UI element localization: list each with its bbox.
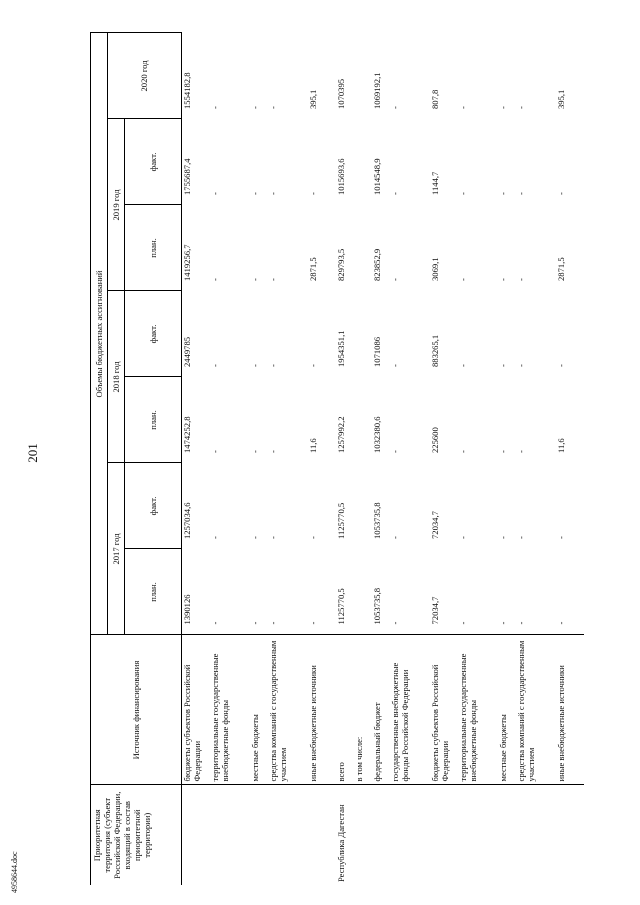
table-row <box>498 33 516 885</box>
table-row <box>182 33 210 885</box>
cell-value-2018-fact: 883265,1 <box>429 334 440 367</box>
cell-value-2019-plan: - <box>267 278 278 281</box>
cell-source: средства компаний с государственным участием <box>516 635 556 785</box>
header-2017-plan: план. <box>125 549 182 635</box>
cell-territory <box>458 785 498 885</box>
cell-value-2019-fact: - <box>497 192 508 195</box>
header-2019-plan: план. <box>125 205 182 291</box>
cell-value-2017-plan: - <box>515 621 526 625</box>
footer-doc-code: 4958644.doc <box>10 851 19 893</box>
cell-value-2017-fact: - <box>307 536 318 539</box>
table-row <box>430 33 458 885</box>
header-2019-fact: факт. <box>125 119 182 205</box>
table-row <box>308 33 336 885</box>
cell-value-2019-plan: 823852,9 <box>371 248 382 281</box>
cell-value-2019-plan: 3069,1 <box>429 257 440 281</box>
budget-allocations-table <box>90 32 584 885</box>
cell-value-2018-plan: - <box>267 450 278 453</box>
cell-value-2018-plan: 11,6 <box>307 438 318 453</box>
cell-value-2019-plan <box>354 205 372 291</box>
cell-value-2018-plan: - <box>457 450 468 453</box>
table-header <box>91 33 182 885</box>
table-row <box>390 33 430 885</box>
cell-value-2017-fact: 72034,7 <box>429 511 440 539</box>
table-body <box>182 33 584 885</box>
cell-value-2019-fact: - <box>389 192 400 195</box>
cell-territory: Республика Дагестан <box>336 785 354 885</box>
cell-value-2018-plan: - <box>515 450 526 453</box>
cell-value-2019-plan: - <box>249 278 260 281</box>
cell-value-2017-fact: 1257034,6 <box>182 502 192 539</box>
table-row <box>354 33 372 885</box>
cell-value-2020 <box>354 33 372 119</box>
cell-value-2017-plan <box>354 549 372 635</box>
cell-territory <box>268 785 308 885</box>
cell-value-2020: - <box>389 106 400 109</box>
cell-value-2018-plan: 1032380,6 <box>371 416 382 453</box>
cell-value-2017-plan: - <box>389 621 400 625</box>
cell-value-2017-fact: 1053735,8 <box>371 502 382 539</box>
cell-value-2018-plan: - <box>209 450 220 453</box>
cell-territory <box>516 785 556 885</box>
cell-source: государственные внебюджетные фонды Российской Федерации <box>390 635 430 785</box>
cell-territory <box>210 785 250 885</box>
cell-value-2020: 1070395 <box>335 78 346 109</box>
cell-source: в том числе: <box>354 635 372 785</box>
cell-value-2018-fact: 2449785 <box>182 336 192 367</box>
cell-value-2017-plan: 72034,7 <box>429 596 440 625</box>
cell-territory <box>430 785 458 885</box>
cell-value-2017-fact: - <box>497 536 508 539</box>
table-row <box>458 33 498 885</box>
cell-value-2017-plan: - <box>267 621 278 625</box>
cell-territory <box>250 785 268 885</box>
cell-value-2018-fact: - <box>209 364 220 367</box>
cell-territory <box>354 785 372 885</box>
cell-value-2020: - <box>497 106 508 109</box>
cell-territory <box>182 785 210 885</box>
header-year-2017: 2017 год <box>108 463 125 635</box>
cell-value-2019-fact: - <box>515 192 526 195</box>
cell-territory <box>556 785 584 885</box>
cell-value-2018-plan: 225600 <box>429 427 440 453</box>
cell-value-2019-plan: - <box>515 278 526 281</box>
cell-value-2018-fact: 1954351,1 <box>335 330 346 367</box>
cell-value-2017-fact: - <box>515 536 526 539</box>
table-row <box>250 33 268 885</box>
cell-source: бюджеты субъектов Российской Федерации <box>430 635 458 785</box>
table-row <box>556 33 584 885</box>
cell-value-2017-fact: - <box>267 536 278 539</box>
cell-value-2018-fact: - <box>307 364 318 367</box>
cell-value-2020: - <box>267 106 278 109</box>
cell-source: иные внебюджетные источники <box>308 635 336 785</box>
cell-value-2018-plan: 1474252,8 <box>182 416 192 453</box>
cell-source: средства компаний с государственным участием <box>268 635 308 785</box>
cell-value-2020: 395,1 <box>555 89 566 109</box>
cell-value-2019-fact: 1755687,4 <box>182 158 192 195</box>
cell-value-2019-fact: 1144,7 <box>429 171 440 195</box>
cell-source: федеральный бюджет <box>372 635 390 785</box>
header-2018-plan: план. <box>125 377 182 463</box>
page-number: 201 <box>25 443 40 463</box>
cell-value-2018-fact: - <box>457 364 468 367</box>
table-row <box>372 33 390 885</box>
cell-value-2017-fact <box>354 463 372 549</box>
cell-value-2018-plan: - <box>249 450 260 453</box>
cell-value-2019-plan: - <box>209 278 220 281</box>
cell-value-2018-fact: - <box>497 364 508 367</box>
cell-value-2017-fact: - <box>457 536 468 539</box>
header-source: Источник финансирования <box>91 635 182 785</box>
cell-value-2017-plan: - <box>457 621 468 625</box>
cell-value-2018-fact: - <box>267 364 278 367</box>
cell-value-2019-plan: - <box>457 278 468 281</box>
cell-value-2019-plan: 2871,5 <box>307 257 318 281</box>
cell-value-2019-fact: - <box>249 192 260 195</box>
cell-value-2017-plan: 1053735,8 <box>371 587 382 625</box>
table-row <box>268 33 308 885</box>
cell-value-2018-fact: - <box>389 364 400 367</box>
cell-source: иные внебюджетные источники <box>556 635 584 785</box>
table-row <box>336 33 354 885</box>
header-year-2020: 2020 год <box>108 33 182 119</box>
cell-value-2020: 807,8 <box>429 89 440 109</box>
cell-value-2018-fact <box>354 291 372 377</box>
cell-value-2020: - <box>209 106 220 109</box>
table-row <box>210 33 250 885</box>
cell-territory <box>372 785 390 885</box>
cell-value-2017-fact: - <box>555 536 566 539</box>
cell-value-2020: - <box>515 106 526 109</box>
cell-value-2019-fact: 1015693,6 <box>335 158 346 195</box>
cell-value-2018-plan <box>354 377 372 463</box>
cell-territory <box>390 785 430 885</box>
cell-value-2018-fact: - <box>249 364 260 367</box>
cell-value-2017-fact: - <box>389 536 400 539</box>
cell-source: территориальные государственные внебюджетные фонды <box>458 635 498 785</box>
cell-territory <box>308 785 336 885</box>
cell-value-2019-plan: 1419256,7 <box>182 244 192 281</box>
cell-value-2018-plan: 1257992,2 <box>335 416 346 453</box>
cell-territory <box>498 785 516 885</box>
cell-value-2019-fact: - <box>307 192 318 195</box>
cell-value-2020: 1554182,8 <box>182 72 192 109</box>
header-volumes: Объемы бюджетных ассигнований <box>91 33 108 635</box>
cell-value-2018-fact: - <box>555 364 566 367</box>
rotated-table-wrapper <box>90 35 620 885</box>
cell-value-2018-fact: - <box>515 364 526 367</box>
cell-value-2020: - <box>249 106 260 109</box>
cell-value-2019-plan: - <box>497 278 508 281</box>
cell-value-2017-fact: - <box>249 536 260 539</box>
cell-value-2018-plan: - <box>497 450 508 453</box>
cell-source: всего <box>336 635 354 785</box>
cell-value-2018-plan: - <box>389 450 400 453</box>
header-territory: Приоритетная территория (субъект Российской Федерации, входящий в состав приоритетной территории) <box>91 785 182 885</box>
cell-value-2017-fact: 1125770,5 <box>335 502 346 539</box>
cell-value-2019-fact: - <box>555 192 566 195</box>
cell-value-2018-fact: 1071086 <box>371 336 382 367</box>
table-row <box>516 33 556 885</box>
header-2017-fact: факт. <box>125 463 182 549</box>
cell-value-2020: 1069192,1 <box>371 72 382 109</box>
cell-value-2017-plan: - <box>497 621 508 625</box>
cell-value-2017-fact: - <box>209 536 220 539</box>
cell-value-2019-plan: 2871,5 <box>555 257 566 281</box>
header-2018-fact: факт. <box>125 291 182 377</box>
cell-value-2019-plan: - <box>389 278 400 281</box>
cell-value-2017-plan: - <box>555 621 566 625</box>
cell-value-2017-plan: - <box>249 621 260 625</box>
header-year-2019: 2019 год <box>108 119 125 291</box>
cell-value-2019-fact: - <box>267 192 278 195</box>
cell-source: территориальные государственные внебюджетные фонды <box>210 635 250 785</box>
cell-source: местные бюджеты <box>250 635 268 785</box>
cell-source: местные бюджеты <box>498 635 516 785</box>
cell-source: бюджеты субъектов Российской Федерации <box>182 635 210 785</box>
cell-value-2019-fact: - <box>457 192 468 195</box>
cell-value-2019-plan: 829793,5 <box>335 248 346 281</box>
cell-value-2017-plan: 1390126 <box>182 594 192 625</box>
cell-value-2020: - <box>457 106 468 109</box>
cell-value-2019-fact: 1014548,9 <box>371 158 382 195</box>
cell-value-2020: 395,1 <box>307 89 318 109</box>
cell-value-2019-fact: - <box>209 192 220 195</box>
cell-value-2019-fact <box>354 119 372 205</box>
cell-value-2017-plan: - <box>209 621 220 625</box>
cell-value-2017-plan: 1125770,5 <box>335 588 346 625</box>
cell-value-2018-plan: 11,6 <box>555 438 566 453</box>
cell-value-2017-plan: - <box>307 621 318 625</box>
header-year-2018: 2018 год <box>108 291 125 463</box>
